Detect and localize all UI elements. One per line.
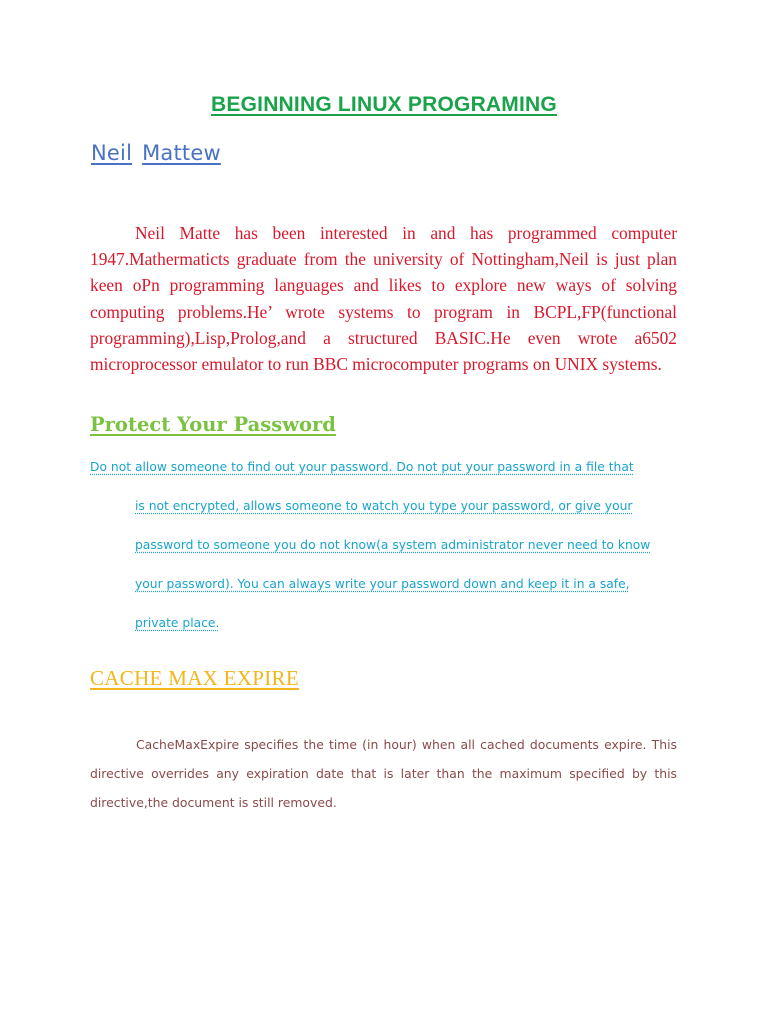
author-first-name: Neil: [91, 141, 133, 165]
document-title-text: BEGINNING LINUX PROGRAMING: [211, 93, 557, 116]
author-last-name: Mattew: [142, 141, 221, 165]
cache-section-heading: CACHE MAX EXPIRE: [90, 666, 299, 690]
password-line: is not encrypted, allows someone to watch you type your password, or give your: [135, 499, 633, 513]
password-line: private place.: [135, 616, 220, 630]
password-line: your password). You can always write your password down and keep it in a safe,: [135, 577, 630, 591]
author-name: [91, 141, 221, 165]
document-title: [0, 93, 768, 117]
cache-section-paragraph: CacheMaxExpire specifies the time (in hour) when all cached documents expire. This directive overrides any expiration date that is later than the maximum specified by this directive,the document is still removed.: [90, 737, 677, 810]
password-line: password to someone you do not know(a system administrator never need to know: [135, 538, 651, 552]
author-bio-paragraph: Neil Matte has been interested in and has programmed computer 1947.Mathermaticts graduate from the university of Nottingham,Neil is just plan keen oPn programming languages and likes to explore new ways of solving computing problems.He’ wrote systems to program in BCPL,FP(functional programming),Lisp,Prolog,and a structured BASIC.He even wrote a6502 microprocessor emulator to run BBC microcomputer programs on UNIX systems.: [90, 223, 677, 375]
password-section-heading: Protect Your Password: [90, 413, 336, 436]
password-line: Do not allow someone to find out your password. Do not put your password in a file that: [90, 460, 634, 474]
